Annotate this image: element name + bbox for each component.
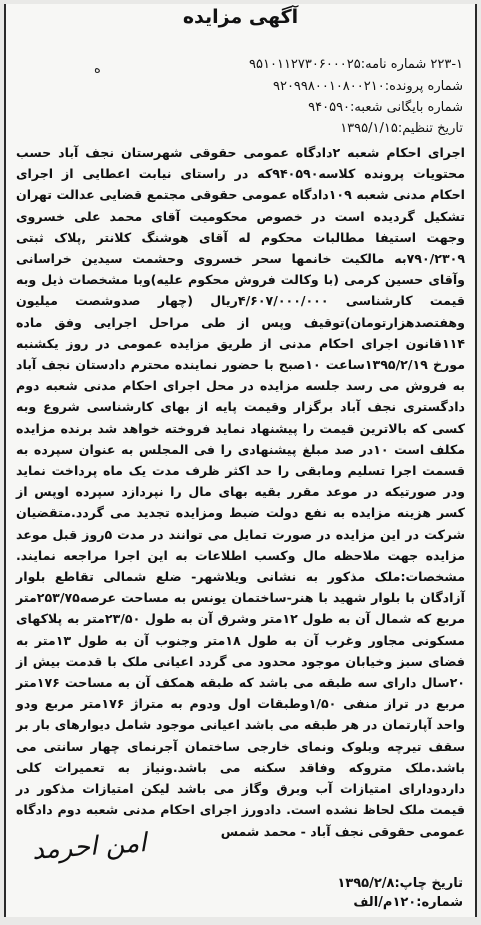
issue-date: تاریخ تنظیم:۱۳۹۵/۱/۱۵ [340, 121, 463, 136]
notice-body-text: اجرای احکام شعبه ۲دادگاه عمومی حقوقی شهرستان نجف آباد حسب محتویات پرونده کلاسه۹۴۰۵۹۰که در راستای نیابت اعطایی از اجرای احکام مدنی شعبه ۱۰۹دادگاه عمومی حقوقی مجتمع قضایی عدالت تهران تشکیل گردیده است در خصوص محکومیت آقای محمد علی خسروی وجهت استیفا مطالبات محکوم له آقای هوشنگ کلانتر ,پلاک ثبتی ۷۹۰/۲۳۰۹به مالکیت خانمها سحر خسروی وحشمت سیدین خراسانی وآقای حسین کرمی (با وکالت فروش محکوم علیه)وبا مشخصات ذیل وبه قیمت کارشناسی ۴/۶۰۷/۰۰۰/۰۰۰ریال (چهار صدوشصت میلیون وهفتصدهزارتومان)توقیف وپس از طی مراحل اجرایی وفق ماده ۱۱۴قانون اجرای احکام مدنی از طریق مزایده عمومی در روز یکشنبه مورخ ۱۳۹۵/۲/۱۹ساعت ۱۰صبح با حضور نماینده محترم دادستان نجف آباد به فروش می رسد جلسه مزایده در محل اجرای احکام مدنی شعبه دوم دادگستری نجف آباد برگزار وقیمت پایه از بهای کارشناسی شروع وبه کسی که بالاترین قیمت را پیشنهاد نماید فروخته خواهد شد برنده مزایده مکلف است ۱۰در صد مبلغ پیشنهادی را فی المجلس به عنوان سپرده به قسمت اجرا تسلیم ومابقی را حد اکثر ظرف مدت یک ماه پرداخت نماید ودر صورتیکه در موعد مقرر بقیه بهای مال را نپردازد سپرده اوپس از کسر هزینه مزایده به نفع دولت ضبط ومزایده تجدید می گردد.متقضیان شرکت در این مزایده در صورت تمایل می توانند در مدت ۵روز قبل موعد مزایده جهت ملاحظه مال وکسب اطلاعات به این اجرا مراجعه نمایند. مشخصات:ملک مذکور به نشانی ویلاشهر- ضلع شمالی تقاطع بلوار آزادگان با بلوار شهید با هنر-ساختمان یونس به مساحت عرصه۲۵۳/۷۵متر مربع که شمال آن به طول ۱۲متر وشرق آن به طول ۲۳/۵۰متر به پلاکهای مسکونی مجاور وغرب آن به طول ۱۸متر وجنوب آن به طول ۱۳متر به فضای سبز وخیابان موجود محدود می گردد اعیانی ملک با قدمت بیش از ۲۰سال دارای سه طبقه می باشد که طبقه همکف آن به مساحت ۱۷۶متر مربع در تراز منفی ۱/۵۰وطبقات اول ودوم به متراژ ۱۷۶متر مربع ودو واحد آپارتمان در هر طبقه می باشد اعیانی موجود شامل دیوارهای بار بر سقف تیرچه وبلوک ونمای خارجی ساختمان آجرنمای چهار سانتی می باشد.ملک متروکه وفاقد سکنه می باشد.ونیاز به تعمیرات کلی داردودارای امتیازات آب وبرق وگاز می باشد لیکن امتیازات مذکور در قیمت ملک لحاظ نشده است. دادورز اجرای احکام مدنی شعبه دوم دادگاه عمومی حقوقی نجف آباد - محمد شمس [16, 145, 465, 839]
notice-body [16, 142, 465, 842]
stamp-mark: ه [94, 62, 101, 77]
print-date: تاریخ چاپ:۱۳۹۵/۲/۸ [337, 876, 463, 891]
handwritten-signature: امن احرمد [31, 828, 148, 866]
archive-number: شماره بایگانی شعبه:۹۴۰۵۹۰ [308, 100, 463, 115]
case-number: شماره پرونده:۹۲۰۹۹۸۰۰۱۰۸۰۰۲۱۰ [272, 79, 463, 94]
auction-notice-page [4, 4, 477, 917]
footer-number: شماره:۱۲۰م/الف [353, 895, 463, 910]
notice-number: ۲۲۳-۱ شماره نامه:۹۵۱۰۱۱۲۷۳۰۶۰۰۰۲۵ [249, 57, 463, 72]
notice-title: آگهی مزایده [182, 6, 299, 28]
